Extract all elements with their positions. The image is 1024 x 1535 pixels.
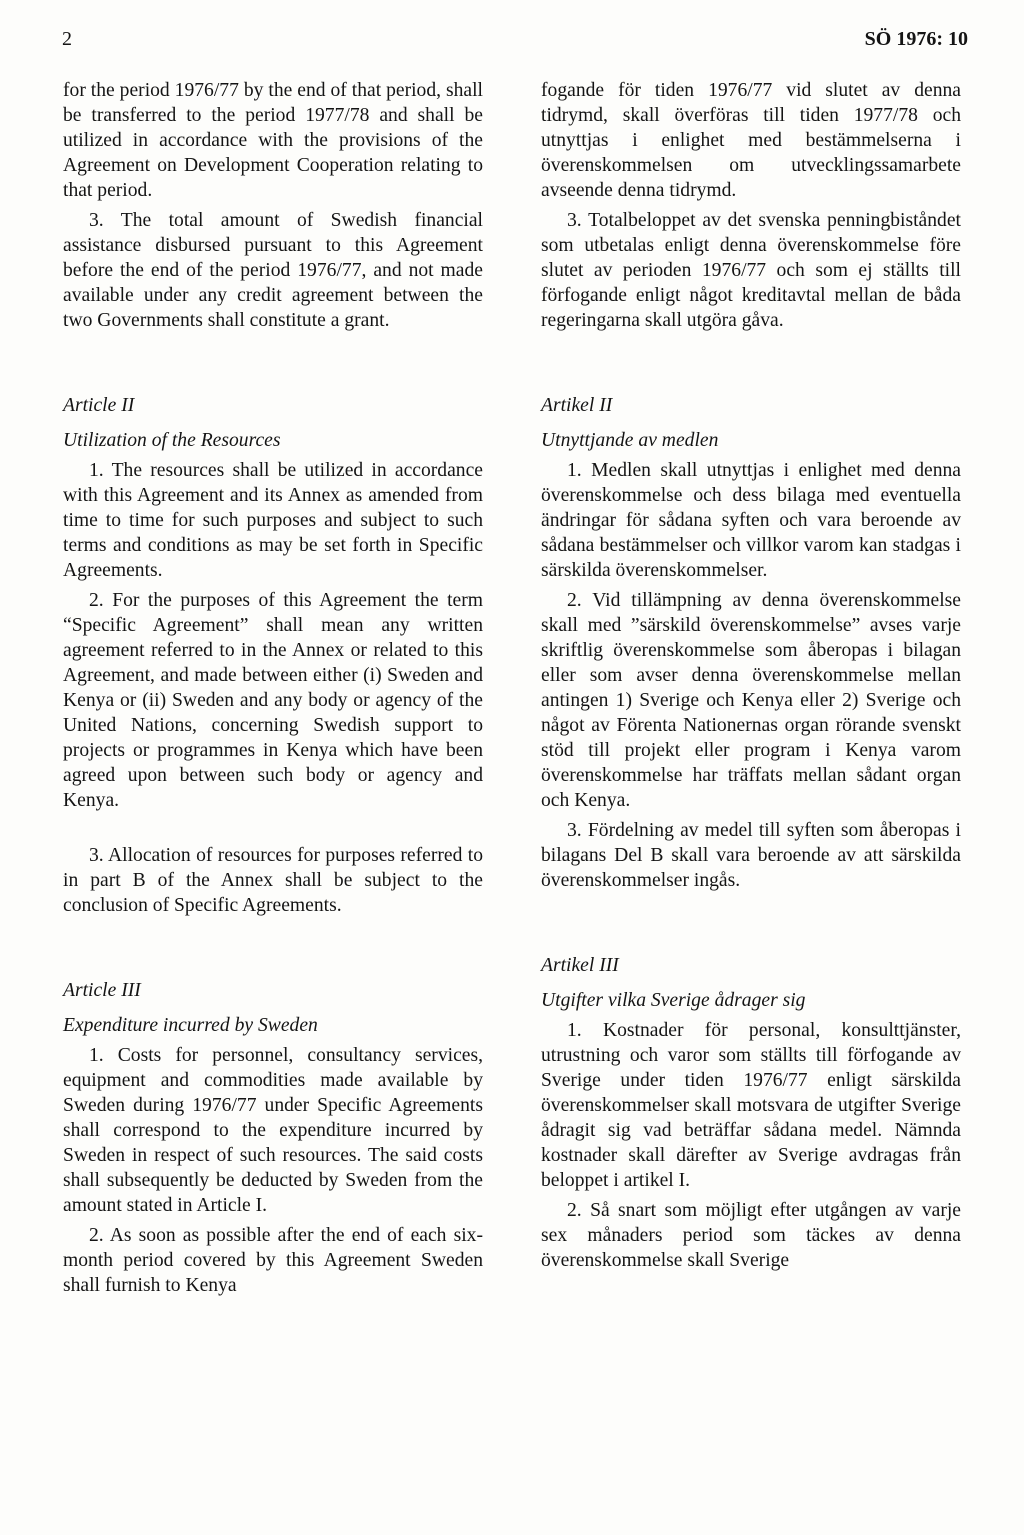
article-2-p3-sv: 3. Fördelning av medel till syften som åberopas i bilagans Del B skall vara beroende av att särskilda överenskommelser ingås. bbox=[541, 820, 961, 891]
paragraph-3-sv: 3. Totalbeloppet av det svenska penningbiståndet som utbetalas enligt denna överenskommelse före slutet av perioden 1976/77 och som ej ställts till förfogande enligt något kreditavtal mellan de båda regeringarna skall utgöra gåva. bbox=[541, 210, 961, 331]
article-3-p2-sv: 2. Så snart som möjligt efter utgången av varje sex månaders period som täckes av denna överenskommelse skall Sverige bbox=[541, 1200, 961, 1271]
english-column bbox=[63, 78, 483, 1298]
article-2-title-sv: Artikel II bbox=[541, 395, 613, 416]
article-3-p2-en: 2. As soon as possible after the end of each six-month period covered by this Agreement Sweden shall furnish to Kenya bbox=[63, 1225, 483, 1296]
article-3-p1-en: 1. Costs for personnel, consultancy services, equipment and commodities made available by Sweden during 1976/77 under Specific Agreements shall correspond to the expenditure incurred by Sweden in respect of such resources. The said costs shall subsequently be deducted by Sweden from the amount stated in Article I. bbox=[63, 1045, 483, 1216]
article-3-p1-sv: 1. Kostnader för personal, konsulttjänster, utrustning och varor som ställts till förfogande av Sverige under tiden 1976/77 enligt särskilda överenskommelser skall motsvara de utgifter Sverige ådragit sig vad beträffar sådana medel. Nämnda kostnader skall därefter av Sverige avdragas från beloppet i artikel I. bbox=[541, 1020, 961, 1191]
article-2-title-en: Article II bbox=[63, 395, 135, 416]
article-2-subtitle-en: Utilization of the Resources bbox=[63, 430, 281, 451]
article-2-p2-sv: 2. Vid tillämpning av denna överenskommelse skall med ”särskild överenskommelse” avses varje skriftlig överenskommelse som åberopas i bilagan eller som avser denna överenskommelse mellan antingen 1) Sverige och Kenya eller 2) Sverige och något av Förenta Nationernas organ rörande svenskt stöd till projekt eller program i Kenya varom överenskommelse har träffats mellan sådant organ och Kenya. bbox=[541, 590, 961, 811]
article-2-p1-en: 1. The resources shall be utilized in accordance with this Agreement and its Annex as amended from time to time for such purposes and subject to such terms and conditions as may be set forth in Specific Agreements. bbox=[63, 460, 483, 581]
article-3-title-en: Article III bbox=[63, 980, 141, 1001]
article-2-p1-sv: 1. Medlen skall utnyttjas i enlighet med denna överenskommelse och dess bilaga med eventuella ändringar för sådana syften och vara beroende av sådana bestämmelser och villkor varom kan stadgas i särskilda överenskommelser. bbox=[541, 460, 961, 581]
article-3-title-sv: Artikel III bbox=[541, 955, 619, 976]
intro-continued-sv: fogande för tiden 1976/77 vid slutet av denna tidrymd, skall överföras till tiden 1977/78 och utnyttjas i enlighet med bestämmelserna i överenskommelsen om utvecklingssamarbete avseende denna tidrymd. bbox=[541, 80, 961, 201]
article-2-p3-en: 3. Allocation of resources for purposes referred to in part B of the Annex shall be subject to the conclusion of Specific Agreements. bbox=[63, 845, 483, 916]
page-header bbox=[62, 28, 968, 58]
paragraph-3-en: 3. The total amount of Swedish financial assistance disbursed pursuant to this Agreement before the end of the period 1976/77, and not made available under any credit agreement between the two Governments shall constitute a grant. bbox=[63, 210, 483, 331]
page-number: 2 bbox=[62, 28, 72, 50]
article-2-p2-en: 2. For the purposes of this Agreement the term “Specific Agreement” shall mean any written agreement referred to in the Annex or related to this Agreement, and made between either (i) Sweden and Kenya or (ii) Sweden and any body or agency of the United Nations, concerning Swedish support to projects or programmes in Kenya which have been agreed upon between such body or agency and Kenya. bbox=[63, 590, 483, 811]
swedish-column bbox=[541, 78, 961, 1273]
article-2-subtitle-sv: Utnyttjande av medlen bbox=[541, 430, 719, 451]
intro-continued-en: for the period 1976/77 by the end of that period, shall be transferred to the period 1977/78 and shall be utilized in accordance with the provisions of the Agreement on Development Cooperation relating to that period. bbox=[63, 80, 483, 201]
article-3-subtitle-sv: Utgifter vilka Sverige ådrager sig bbox=[541, 990, 806, 1011]
document-reference: SÖ 1976: 10 bbox=[864, 28, 968, 50]
article-3-subtitle-en: Expenditure incurred by Sweden bbox=[63, 1015, 318, 1036]
